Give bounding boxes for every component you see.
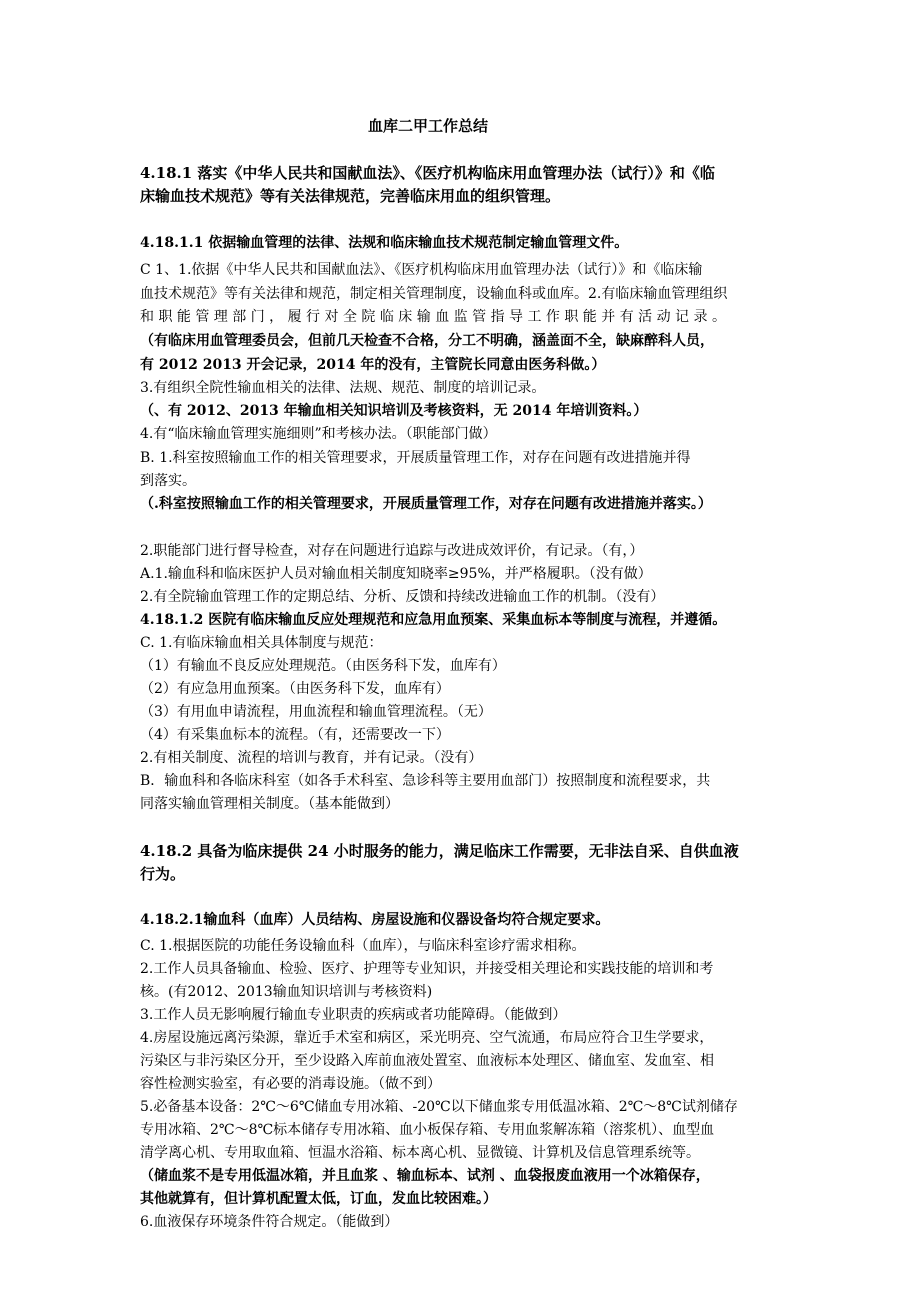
paragraph-line: 6.血液保存环境条件符合规定。（能做到） (140, 1214, 399, 1230)
list-item: （4）有采集血标本的流程。（有，还需要改一下） (140, 727, 450, 743)
paragraph-line: 2.职能部门进行督导检查，对存在问题进行追踪与改进成效评价，有记录。（有，） (140, 543, 644, 559)
paragraph-line: 2.有全院输血管理工作的定期总结、分析、反馈和持续改进输血工作的机制。（没有） (140, 589, 665, 605)
paragraph-line: 核。(有2012、2013输血知识培训与考核资料) (140, 984, 433, 1000)
paragraph-line: 血技术规范》等有关法律和规范，制定相关管理制度，设输血科或血库。2.有临床输血管理组织 (140, 286, 728, 302)
paragraph-line: 专用冰箱、2℃～8℃标本储存专用冰箱、血小板保存箱、专用血浆解冻箱（溶浆机）、血型血 (140, 1122, 715, 1138)
section-heading-4-18-2-cont: 行为。 (140, 865, 186, 883)
paragraph-line: 4.房屋设施远离污染源，靠近手术室和病区，采光明亮、空气流通，布局应符合卫生学要求， (140, 1030, 714, 1046)
paragraph-line: A.1.输血科和临床医护人员对输血相关制度知晓率≥95%，并严格履职。（没有做） (140, 566, 652, 582)
paragraph-line: B. 1.科室按照输血工作的相关管理要求，开展质量管理工作，对存在问题有改进措施并得 (140, 450, 691, 466)
paragraph-line: C 1、1.依据《中华人民共和国献血法》、《医疗机构临床用血管理办法（试行）》和《临床输 (140, 262, 703, 278)
list-item: （2）有应急用血预案。（由医务科下发，血库有） (140, 681, 450, 697)
paragraph-line: 2.有相关制度、流程的培训与教育，并有记录。（没有） (140, 750, 483, 766)
paragraph-line: 5.必备基本设备：2℃～6℃储血专用冰箱、-20℃以下储血浆专用低温冰箱、2℃～8℃试剂储存 (140, 1099, 738, 1115)
subsection-heading-4-18-2-1: 4.18.2.1输血科（血库）人员结构、房屋设施和仪器设备均符合规定要求。 (140, 912, 610, 928)
section-heading-4-18-2: 4.18.2 具备为临床提供 24 小时服务的能力，满足临床工作需要，无非法自采、自供血液 (140, 842, 739, 860)
paragraph-line: 到落实。 (140, 473, 196, 489)
paragraph-line: C. 1.根据医院的功能任务设输血科（血库），与临床科室诊疗需求相称。 (140, 938, 586, 954)
section-heading-4-18-1-cont: 床输血技术规范》等有关法律规范，完善临床用血的组织管理。 (140, 187, 561, 205)
paragraph-line: 2.工作人员具备输血、检验、医疗、护理等专业知识，并接受相关理论和实践技能的培训和考 (140, 961, 714, 977)
note-line: 有 2012 2013 开会记录，2014 年的没有，主管院长同意由医务科做。） (140, 357, 606, 373)
paragraph-line: 3.有组织全院性输血相关的法律、法规、规范、制度的培训记录。 (140, 380, 546, 396)
note-line: （.科室按照输血工作的相关管理要求，开展质量管理工作，对存在问题有改进措施并落实。） (140, 496, 712, 512)
paragraph-line: 容性检测实验室，有必要的消毒设施。（做不到） (140, 1076, 441, 1092)
subsection-heading-4-18-1-1: 4.18.1.1 依据输血管理的法律、法规和临床输血技术规范制定输血管理文件。 (140, 235, 629, 251)
document-title: 血库二甲工作总结 (368, 117, 489, 135)
subsection-heading-4-18-1-2: 4.18.1.2 医院有临床输血反应处理规范和应急用血预案、采集血标本等制度与流程，并遵循。 (140, 612, 727, 628)
note-line: 其他就算有，但计算机配置太低，订血，发血比较困难。） (140, 1191, 497, 1207)
paragraph-line: 和 职 能 管 理 部 门 ， 履 行 对 全 院 临 床 输 血 监 管 指 导 工 作 职 能 并 有 活 动 记 录 。 (140, 309, 726, 325)
paragraph-line: 清学离心机、专用取血箱、恒温水浴箱、标本离心机、显微镜、计算机及信息管理系统等。 (140, 1145, 700, 1161)
paragraph-line: B．输血科和各临床科室（如各手术科室、急诊科等主要用血部门）按照制度和流程要求，共 (140, 773, 711, 789)
paragraph-line: C. 1.有临床输血相关具体制度与规范： (140, 635, 383, 651)
list-item: （1）有输血不良反应处理规范。（由医务科下发，血库有） (140, 658, 506, 674)
note-line: （有临床用血管理委员会，但前几天检查不合格，分工不明确，涵盖面不全，缺麻醉科人员， (140, 333, 714, 349)
note-line: （储血浆不是专用低温冰箱，并且血浆 、输血标本、试剂 、血袋报废血液用一个冰箱保存， (140, 1168, 710, 1184)
note-line: （、有 2012、2013 年输血相关知识培训及考核资料，无 2014 年培训资料。） (140, 403, 648, 419)
section-heading-4-18-1: 4.18.1 落实《中华人民共和国献血法》、《医疗机构临床用血管理办法（试行）》和《临 (140, 164, 715, 182)
list-item: （3）有用血申请流程，用血流程和输血管理流程。（无） (140, 704, 492, 720)
paragraph-line: 同落实输血管理相关制度。（基本能做到） (140, 796, 399, 812)
paragraph-line: 污染区与非污染区分开，至少设路入库前血液处置室、血液标本处理区、储血室、发血室、相 (140, 1053, 714, 1069)
paragraph-line: 4.有“临床输血管理实施细则”和考核办法。（职能部门做） (140, 426, 497, 442)
paragraph-line: 3.工作人员无影响履行输血专业职责的疾病或者功能障碍。（能做到） (140, 1007, 567, 1023)
